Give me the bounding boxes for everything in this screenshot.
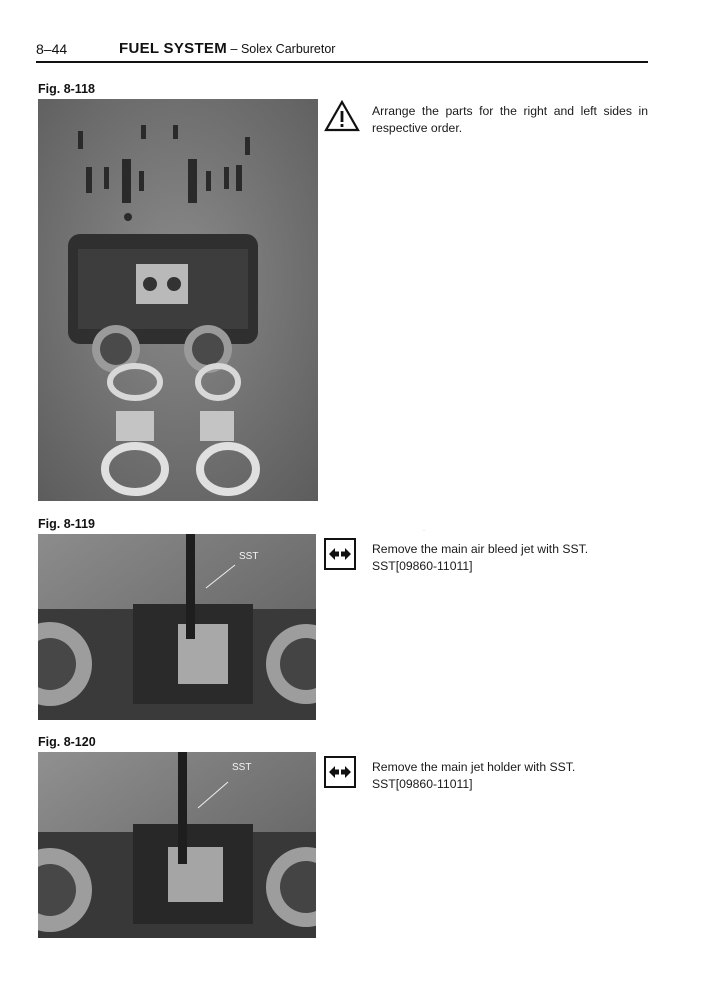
figure-photo-main-jet-holder xyxy=(38,752,316,938)
section-subtitle: – Solex Carburetor xyxy=(227,42,336,56)
header-rule xyxy=(36,61,648,63)
section-name: FUEL SYSTEM xyxy=(119,40,228,57)
figure-note xyxy=(372,759,642,793)
figure-note xyxy=(372,541,642,575)
figure-photo-main-air-bleed-jet xyxy=(38,534,316,720)
figure-label: Fig. 8-120 xyxy=(38,735,96,749)
note-sst-number: SST[09860-11011] xyxy=(372,777,473,791)
figure-note: Arrange the parts for the right and left sides in respective order. xyxy=(372,104,648,135)
page-number: 8–44 xyxy=(36,41,68,57)
note-line: Remove the main jet holder with SST. xyxy=(372,760,576,774)
figure-label: Fig. 8-119 xyxy=(38,517,95,531)
note-sst-number: SST[09860-11011] xyxy=(372,559,473,573)
sst-callout: SST xyxy=(232,762,252,773)
figure-label: Fig. 8-118 xyxy=(38,82,95,96)
warning-triangle-icon xyxy=(324,100,360,132)
remove-install-arrows-icon xyxy=(324,538,356,570)
note-line: Remove the main air bleed jet with SST. xyxy=(372,542,589,556)
figure-photo-disassembled-carburetor xyxy=(38,99,318,501)
page-header xyxy=(36,40,648,64)
sst-callout: SST xyxy=(239,551,259,562)
remove-install-arrows-icon xyxy=(324,756,356,788)
speck: · xyxy=(423,528,425,534)
section-title xyxy=(119,40,335,57)
